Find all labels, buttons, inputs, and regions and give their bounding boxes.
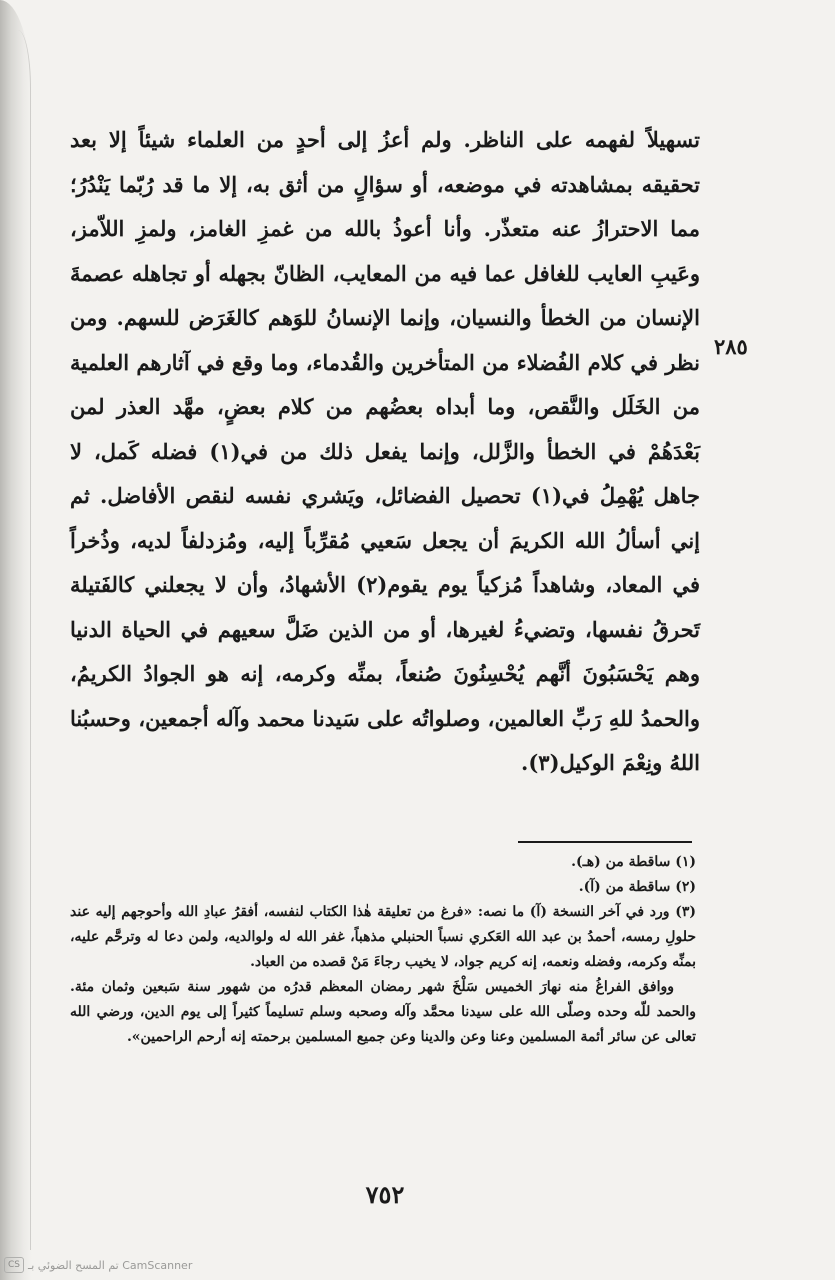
- footnote-3-continuation: ووافق الفراغُ منه نهارَ الخميس سَلْخَ شهر رمضان المعظم قدرُه من شهور سنة سَبعين وثمان مئة. والحمد للّه وحده وصلّى الله على سيدنا محمَّد وآله وصحبه وسلم تسليماً كثيراً إلى يوم الدين، ورضي الله تعالى عن سائر أئمة المسلمين وعنا وعن والدينا وعن جميع المسلمين برحمته إنه أرحم الراحمين».: [70, 979, 696, 1045]
- watermark-text: تم المسح الضوئي بـ CamScanner: [28, 1258, 193, 1272]
- footnotes: [70, 850, 696, 1050]
- footnote-3: (٣) ورد في آخر النسخة (آ) ما نصه: «فرغ من تعليقة هٰذا الكتاب لنفسه، أفقرُ عبادِ الله وأحوجهم إليه عند حلولِ رمسه، أحمدُ بن عبد الله العَكري نسباً الحنبلي مذهباً، غفر الله له ولوالديه، ولمن دعا له وترحَّم عليه، بمنِّه وكرمه، وفضله ونعمه، إنه كريم جواد، لا يخيب رجاءَ مَنْ قصده من العباد.: [70, 904, 696, 970]
- footnote-1: (١) ساقطة من (هـ).: [571, 854, 696, 870]
- margin-paragraph-number: ٢٨٥: [714, 334, 748, 359]
- main-text-body: [70, 118, 700, 786]
- camscanner-watermark: [4, 1256, 192, 1274]
- footnote-separator: [518, 841, 692, 843]
- footnote-2: (٢) ساقطة من (آ).: [578, 879, 696, 895]
- page-edge: [18, 30, 31, 1250]
- page-curl-shadow: [0, 0, 32, 1280]
- camscanner-logo-icon: CS: [4, 1257, 24, 1273]
- page-number: ٧٥٢: [365, 1180, 405, 1209]
- main-paragraph: تسهيلاً لفهمه على الناظر. ولم أعزُ إلى أحدٍ من العلماء شيئاً إلا بعد تحقيقه بمشاهدته في موضعه، أو سؤالٍ من أثق به، إلا ما قد رُبّما يَنْدُرُ؛ مما الاحترازُ عنه متعذّر. وأنا أعوذُ بالله من غمزِ الغامز، ولمزِ اللاّمز، وعَيبِ العايب للغافل عما فيه من المعايب، الظانّ بجهله أو تجاهله عصمةَ الإنسان من الخطأ والنسيان، وإنما الإنسانُ للوَهم كالغَرَض للسهم. ومن نظر في كلام الفُضلاء من المتأخرين والقُدماء، وما وقع في آثارهم العلمية من الخَلَل والنَّقص، وما أبداه بعضُهم من كلام بعضٍ، مهَّد العذر لمن بَعْدَهُمْ في الخطأ والزَّلل، وإنما يفعل ذلك من في(١) فضله كَمل، لا جاهل يُهْمِلُ في(١) تحصيل الفضائل، ويَشري نفسه لنقص الأفاضل. ثم إني أسألُ الله الكريمَ أن يجعل سَعيي مُقرِّباً إليه، ومُزدلفاً لديه، وذُخراً في المعاد، وشاهداً مُزكياً يوم يقوم(٢) الأشهادُ، وأن لا يجعلني كالفَتيلة تَحرقُ نفسها، وتضيءُ لغيرها، أو من الذين ضَلَّ سعيهم في الحياة الدنيا وهم يَحْسَبُونَ أنَّهم يُحْسِنُونَ صُنعاً، بمنِّه وكرمه، إنه هو الجوادُ الكريمُ، والحمدُ للهِ رَبِّ العالمين، وصلواتُه على سَيدنا محمد وآله أجمعين، وحسبُنا اللهُ ونِعْمَ الوكيل(٣).: [70, 127, 701, 775]
